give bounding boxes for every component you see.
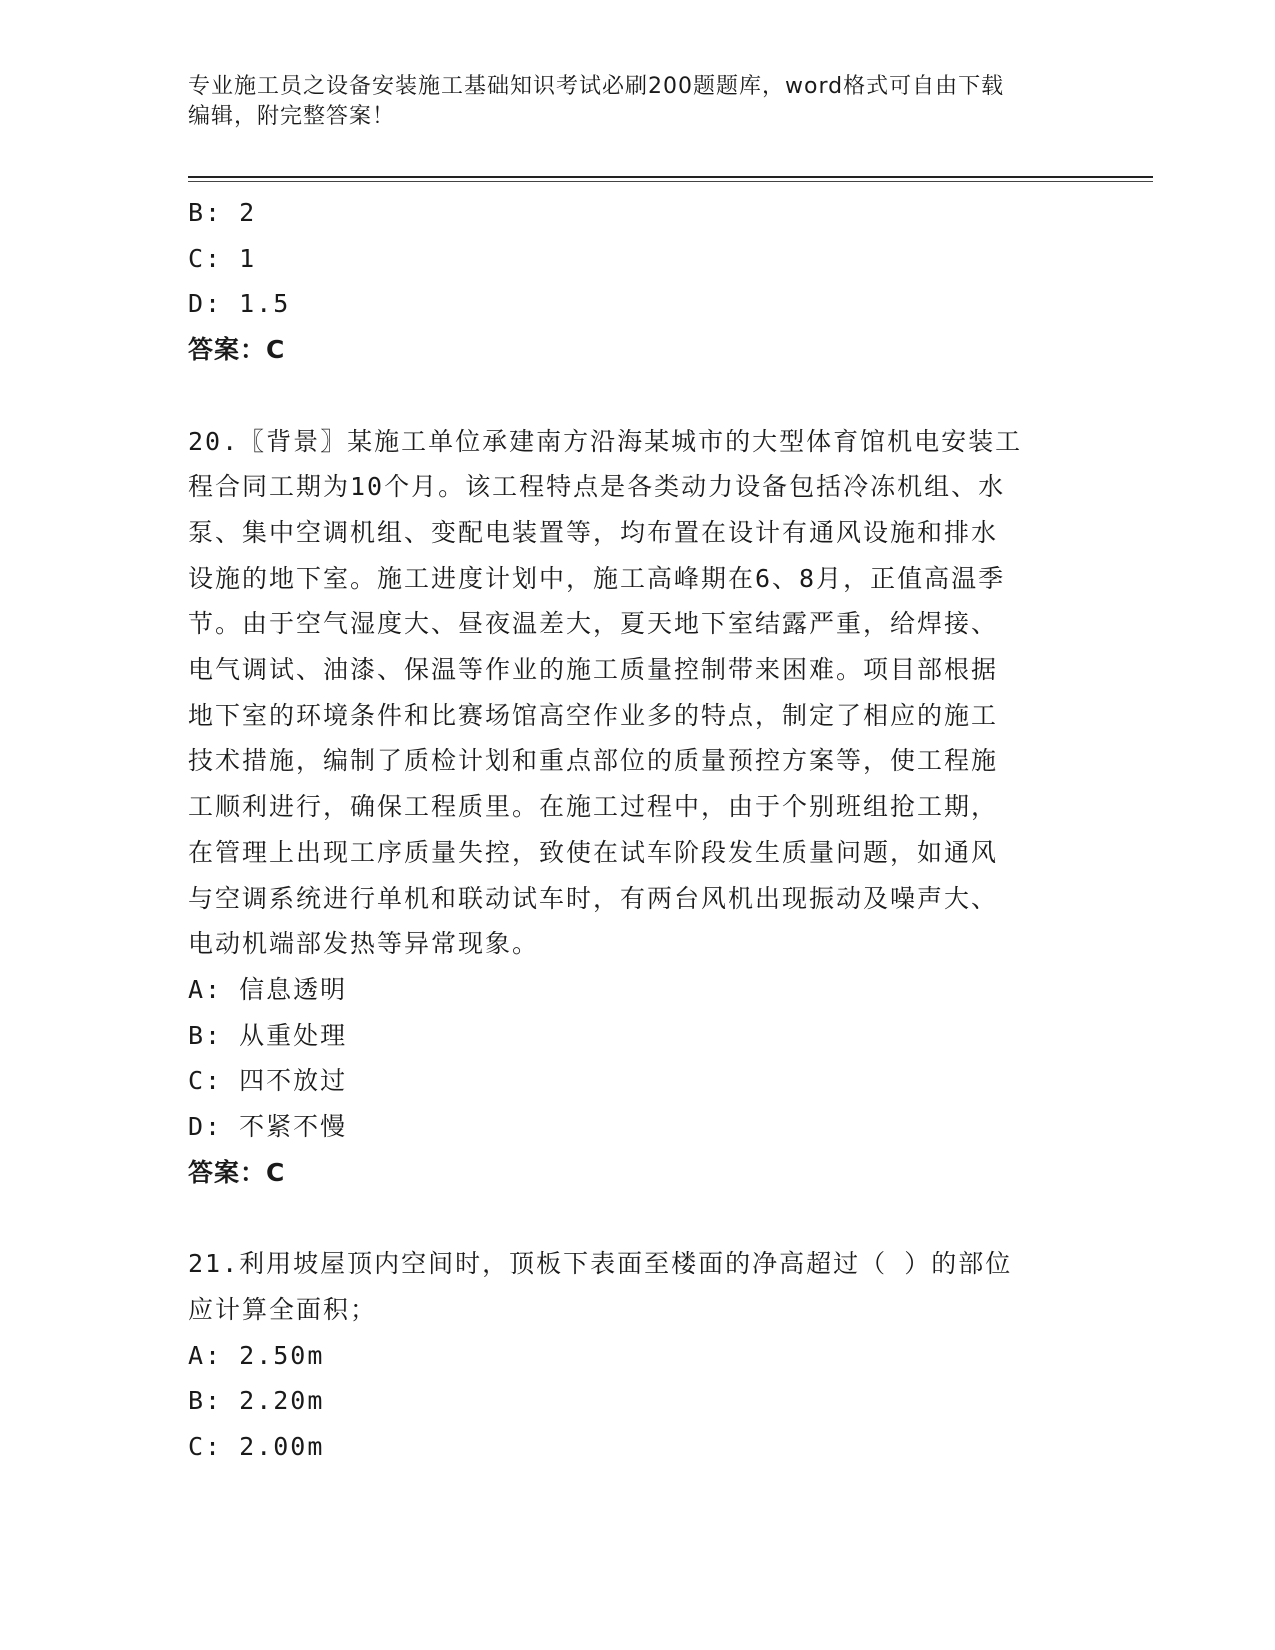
option-line: A: 2.50m	[188, 1340, 325, 1370]
header-divider-thick	[188, 176, 1153, 178]
question-text-line: 泵、集中空调机组、变配电装置等，均布置在设计有通风设施和排水	[188, 517, 999, 547]
question-content	[188, 190, 1088, 1470]
question-spacer	[188, 373, 1088, 419]
option-line: C: 1	[188, 243, 257, 273]
option-line: B: 2	[188, 198, 257, 227]
question-text-line: 工顺利进行，确保工程质里。在施工过程中，由于个别班组抢工期，	[188, 792, 999, 822]
question-text-line: 20.〖背景〗某施工单位承建南方沿海某城市的大型体育馆机电安装工	[188, 426, 1023, 456]
question-text-line: 设施的地下室。施工进度计划中，施工高峰期在6、8月，正值高温季	[188, 563, 1006, 593]
header-divider-thin	[188, 181, 1153, 182]
option-line: A: 信息透明	[188, 974, 348, 1004]
question-text-line: 地下室的环境条件和比赛场馆高空作业多的特点，制定了相应的施工	[188, 700, 999, 730]
question-text-line: 在管理上出现工序质量失控，致使在试车阶段发生质量问题，如通风	[188, 837, 999, 867]
answer-line: 答案：C	[188, 1157, 286, 1187]
previous-question-block	[188, 190, 1088, 373]
answer-line: 答案：C	[188, 335, 286, 365]
question-text-line: 电气调试、油漆、保温等作业的施工质量控制带来困难。项目部根据	[188, 655, 999, 685]
option-line: D: 不紧不慢	[188, 1112, 348, 1142]
question-20-block	[188, 419, 1088, 1196]
question-text-line: 应计算全面积；	[188, 1294, 378, 1324]
question-text-line: 21.利用坡屋顶内空间时，顶板下表面至楼面的净高超过（ ）的部位	[188, 1249, 1013, 1279]
header-title-line-1: 专业施工员之设备安装施工基础知识考试必刷200题题库，word格式可自由下载	[188, 74, 1005, 99]
question-text-line: 电动机端部发热等异常现象。	[188, 929, 540, 959]
header-title-line-2: 编辑，附完整答案！	[188, 104, 396, 129]
question-spacer	[188, 1195, 1088, 1241]
page-header	[188, 72, 1088, 132]
question-text-line: 与空调系统进行单机和联动试车时，有两台风机出现振动及噪声大、	[188, 883, 999, 913]
option-line: C: 四不放过	[188, 1066, 348, 1096]
option-line: C: 2.00m	[188, 1431, 325, 1461]
question-21-block	[188, 1241, 1088, 1470]
option-line: D: 1.5	[188, 289, 291, 319]
option-line: B: 2.20m	[188, 1386, 325, 1416]
option-line: B: 从重处理	[188, 1020, 348, 1050]
question-text-line: 技术措施，编制了质检计划和重点部位的质量预控方案等，使工程施	[188, 746, 999, 776]
question-text-line: 节。由于空气湿度大、昼夜温差大，夏天地下室结露严重，给焊接、	[188, 609, 999, 639]
question-text-line: 程合同工期为10个月。该工程特点是各类动力设备包括冷冻机组、水	[188, 472, 1006, 502]
